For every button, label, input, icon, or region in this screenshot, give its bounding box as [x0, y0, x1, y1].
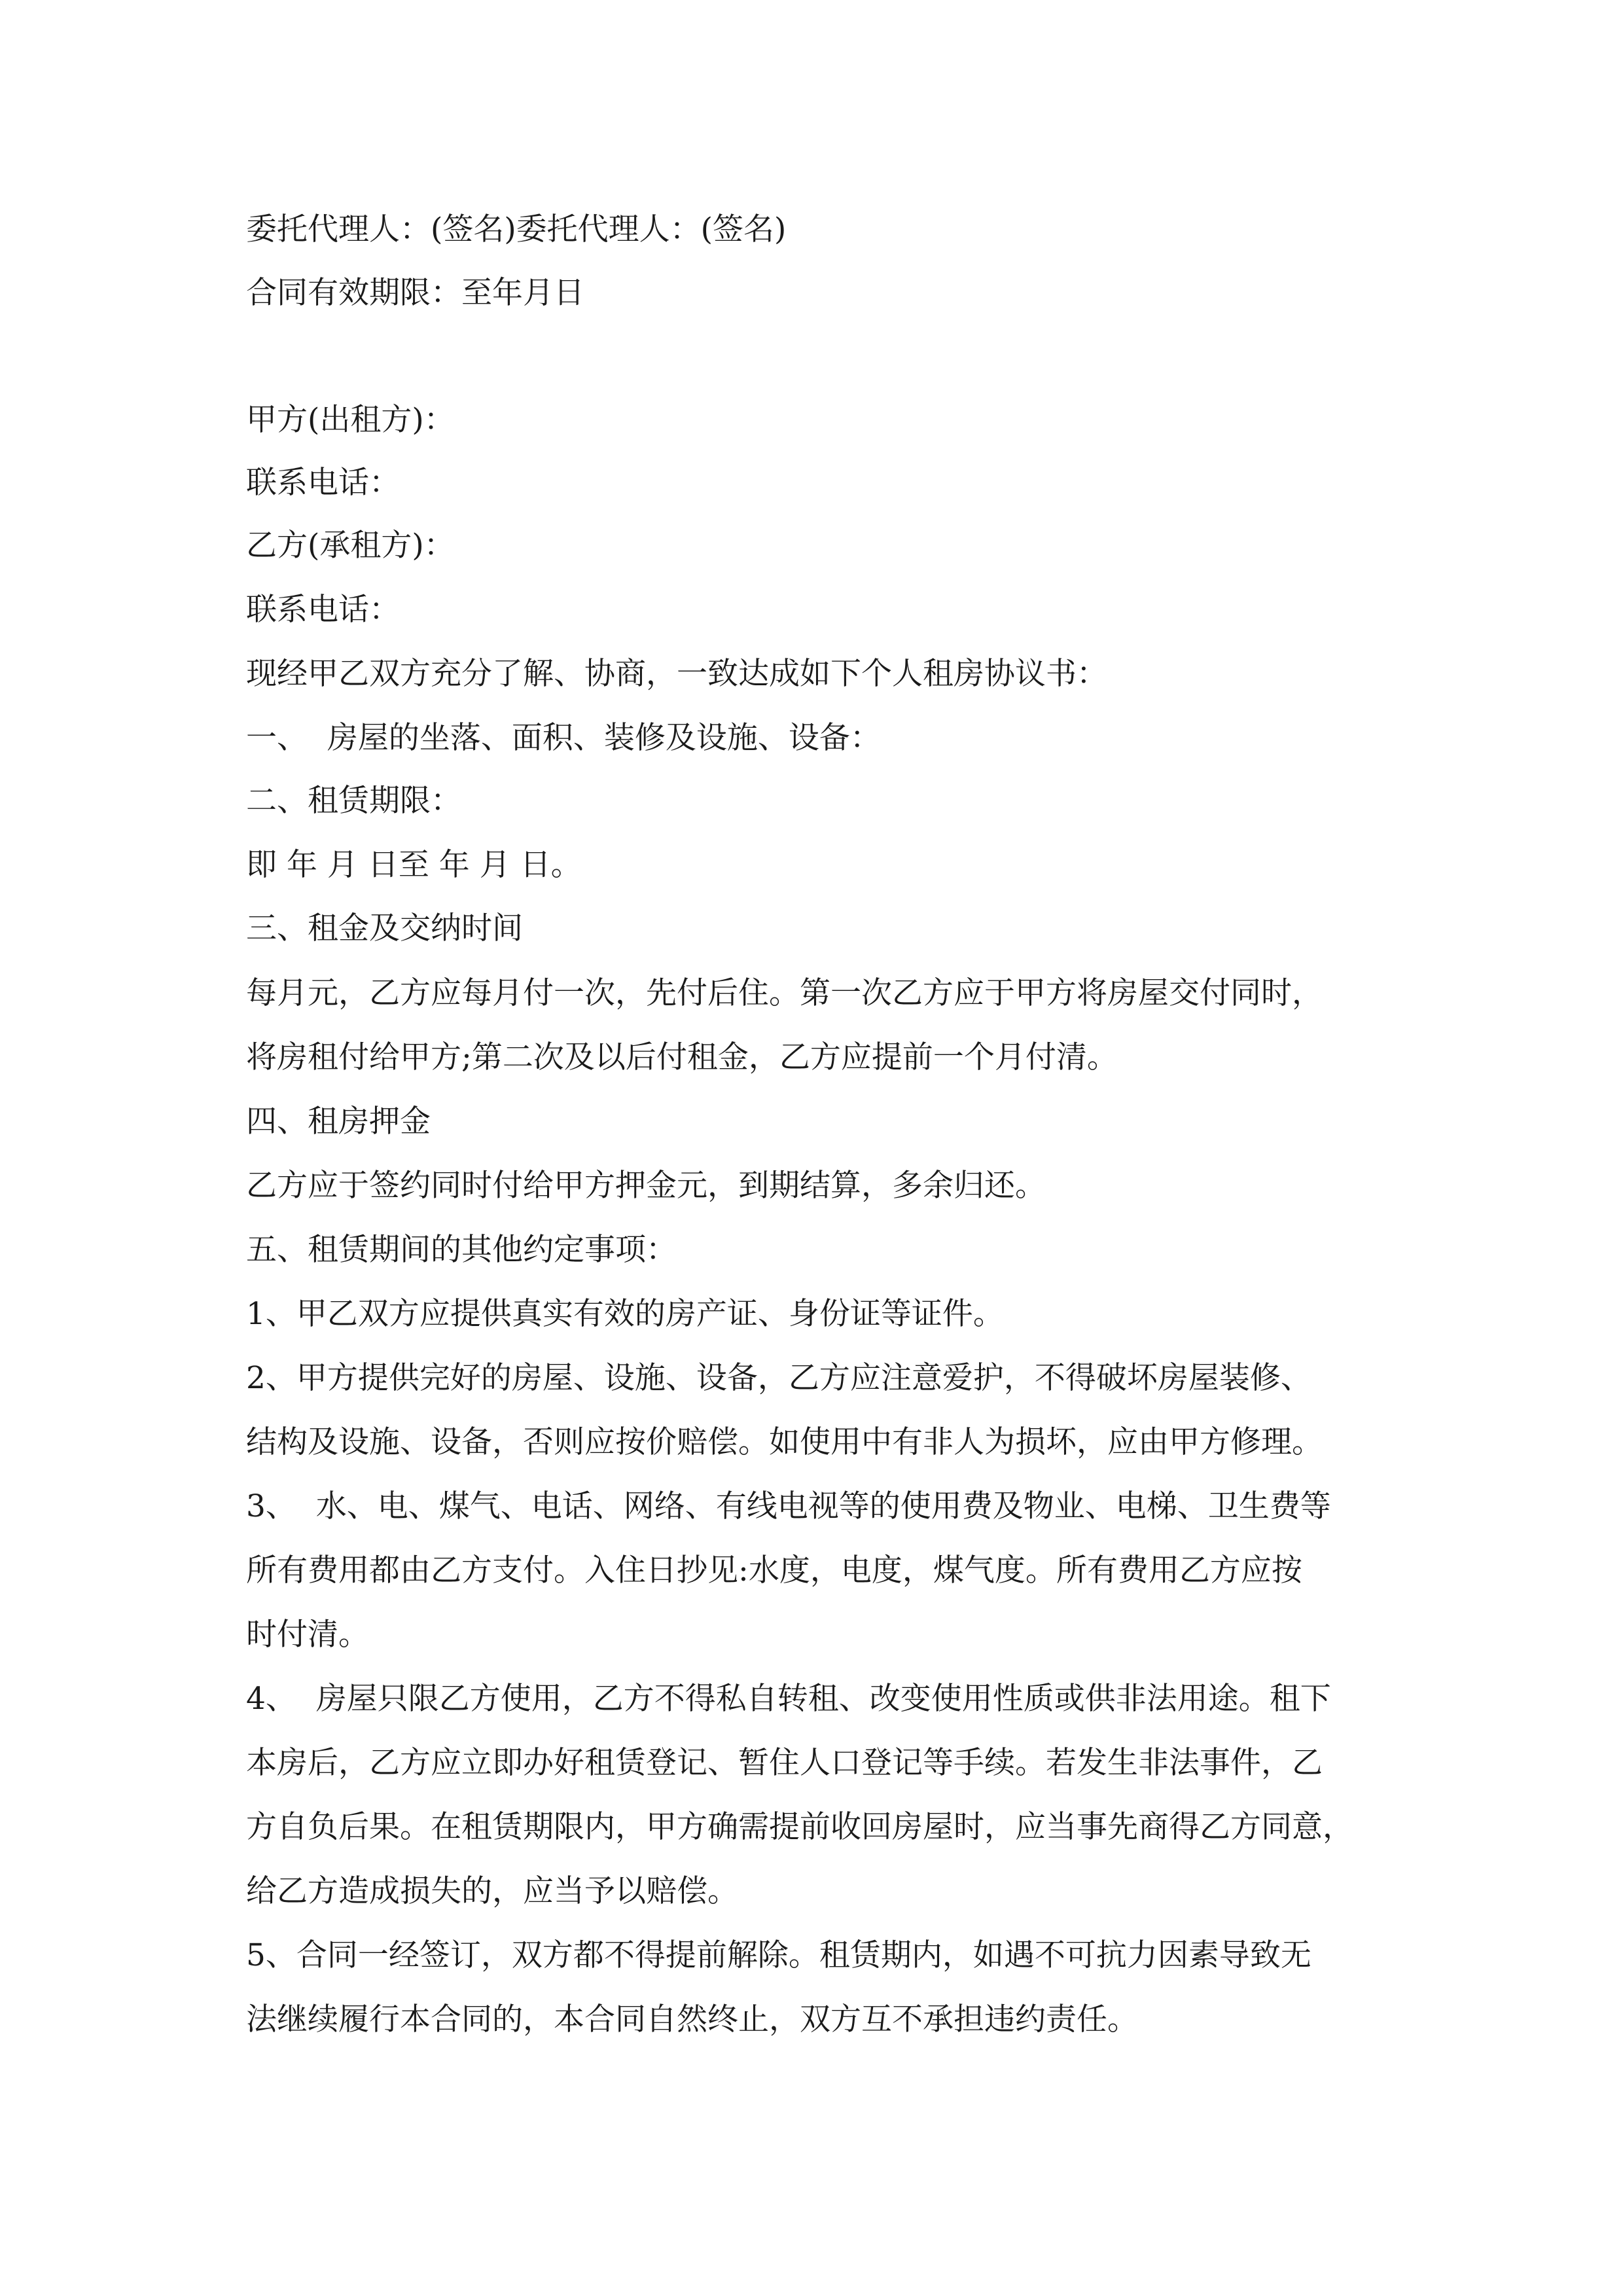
party-b-phone-line: 联系电话： [246, 592, 400, 628]
clause-3-line: 所有费用都由乙方支付。入住日抄见:水度，电度，煤气度。所有费用乙方应按 [246, 1552, 1302, 1588]
contract-validity-line: 合同有效期限：至年月日 [246, 275, 584, 311]
clause-4-line: 方自负后果。在租赁期限内，甲方确需提前收回房屋时，应当事先商得乙方同意， [246, 1809, 1353, 1845]
section-5-heading: 五、租赁期间的其他约定事项： [246, 1232, 677, 1268]
clause-2-line: 结构及设施、设备，否则应按价赔偿。如使用中有非人为损坏，应由甲方修理。 [246, 1424, 1323, 1460]
section-2-heading: 二、租赁期限： [246, 783, 461, 819]
section-3-heading: 三、租金及交纳时间 [246, 910, 523, 946]
clause-4-line: 本房后，乙方应立即办好租赁登记、暂住人口登记等手续。若发生非法事件，乙 [246, 1745, 1323, 1781]
clause-3-line: 3、 水、电、煤气、电话、网络、有线电视等的使用费及物业、电梯、卫生费等 [246, 1488, 1331, 1524]
party-b-line: 乙方(承租方)： [246, 528, 455, 564]
clause-4-line: 给乙方造成损失的，应当予以赔偿。 [246, 1873, 738, 1909]
section-4-heading: 四、租房押金 [246, 1103, 431, 1139]
lease-period-line: 即 年 月 日至 年 月 日。 [246, 847, 582, 883]
party-a-phone-line: 联系电话： [246, 465, 400, 501]
clause-5-line: 5、合同一经签订，双方都不得提前解除。租赁期内，如遇不可抗力因素导致无 [246, 1937, 1311, 1973]
clause-3-line: 时付清。 [246, 1617, 369, 1653]
rent-paragraph-line: 每月元，乙方应每月付一次，先付后住。第一次乙方应于甲方将房屋交付同时， [246, 975, 1323, 1011]
clause-1-line: 1、甲乙双方应提供真实有效的房产证、身份证等证件。 [246, 1296, 1004, 1332]
clause-4-line: 4、 房屋只限乙方使用，乙方不得私自转租、改变使用性质或供非法用途。租下 [246, 1681, 1331, 1717]
agreement-intro-line: 现经甲乙双方充分了解、协商，一致达成如下个人租房协议书： [246, 656, 1107, 692]
deposit-line: 乙方应于签约同时付给甲方押金元，到期结算，多余归还。 [246, 1168, 1046, 1204]
rent-paragraph-line: 将房租付给甲方;第二次及以后付租金，乙方应提前一个月付清。 [246, 1039, 1118, 1075]
clause-5-line: 法继续履行本合同的，本合同自然终止，双方互不承担违约责任。 [246, 2001, 1138, 2037]
clause-2-line: 2、甲方提供完好的房屋、设施、设备，乙方应注意爱护，不得破坏房屋装修、 [246, 1360, 1311, 1396]
party-a-line: 甲方(出租方)： [246, 402, 455, 438]
agent-signature-line: 委托代理人：(签名)委托代理人：(签名) [246, 211, 787, 247]
section-1-heading: 一、 房屋的坐落、面积、装修及设施、设备： [246, 720, 881, 756]
